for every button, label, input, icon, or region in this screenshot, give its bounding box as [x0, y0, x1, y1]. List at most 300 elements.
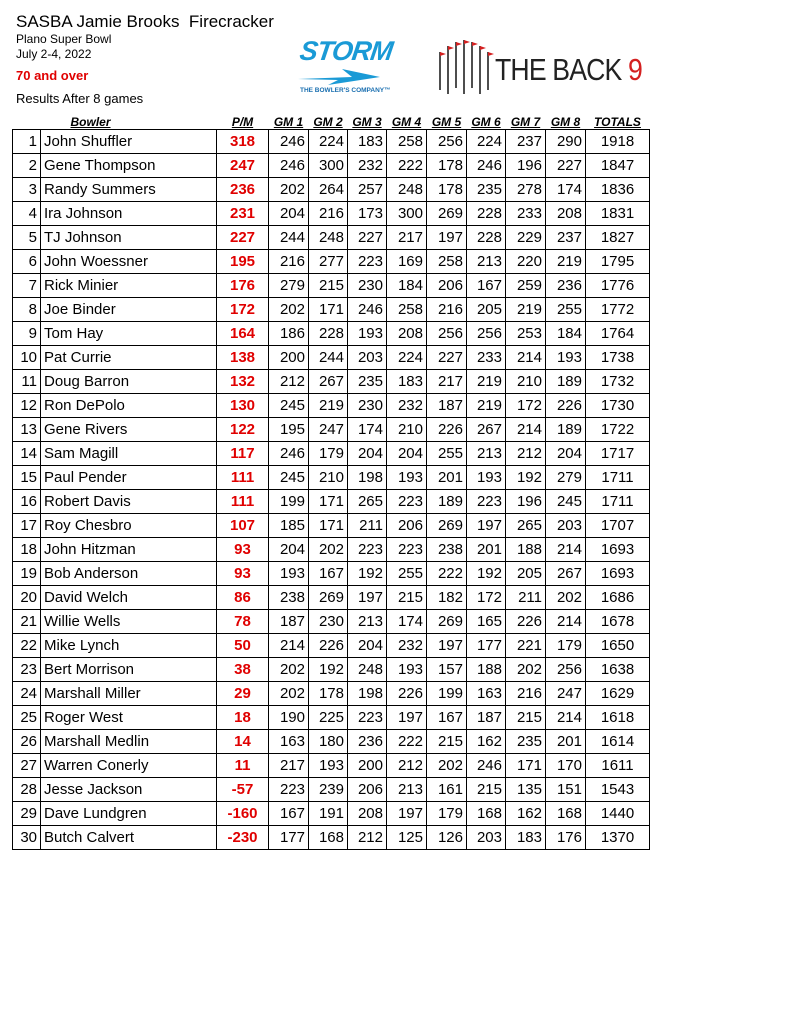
game-score-cell: 204 [546, 442, 586, 466]
total-cell: 1717 [586, 442, 650, 466]
pm-cell: 164 [217, 322, 269, 346]
game-score-cell: 264 [309, 178, 348, 202]
total-cell: 1693 [586, 562, 650, 586]
game-score-cell: 197 [427, 634, 467, 658]
game-score-cell: 229 [506, 226, 546, 250]
pm-cell: 132 [217, 370, 269, 394]
game-score-cell: 222 [387, 154, 427, 178]
game-score-cell: 211 [506, 586, 546, 610]
total-cell: 1827 [586, 226, 650, 250]
game-score-cell: 246 [269, 442, 309, 466]
game-score-cell: 221 [506, 634, 546, 658]
game-score-cell: 277 [309, 250, 348, 274]
game-score-cell: 214 [546, 706, 586, 730]
pm-cell: 111 [217, 490, 269, 514]
game-score-cell: 236 [546, 274, 586, 298]
game-score-cell: 126 [427, 826, 467, 850]
rank-cell: 26 [13, 730, 41, 754]
game-score-cell: 157 [427, 658, 467, 682]
game-score-cell: 256 [546, 658, 586, 682]
total-cell: 1711 [586, 490, 650, 514]
bowler-name-cell: Mike Lynch [41, 634, 217, 658]
bowler-name-cell: Willie Wells [41, 610, 217, 634]
pm-cell: 111 [217, 466, 269, 490]
total-cell: 1707 [586, 514, 650, 538]
game-score-cell: 279 [546, 466, 586, 490]
table-row [13, 346, 650, 370]
game-score-cell: 171 [309, 298, 348, 322]
game-score-cell: 226 [387, 682, 427, 706]
game-score-cell: 161 [427, 778, 467, 802]
game-score-cell: 202 [506, 658, 546, 682]
game-score-cell: 183 [348, 130, 387, 154]
game-score-cell: 183 [506, 826, 546, 850]
game-score-cell: 214 [546, 610, 586, 634]
total-cell: 1614 [586, 730, 650, 754]
game-score-cell: 184 [546, 322, 586, 346]
game-score-cell: 163 [269, 730, 309, 754]
bowler-name-cell: Roy Chesbro [41, 514, 217, 538]
game-score-cell: 185 [269, 514, 309, 538]
game-score-cell: 227 [348, 226, 387, 250]
header-gm4: GM 4 [391, 115, 422, 129]
game-score-cell: 247 [309, 418, 348, 442]
table-row [13, 562, 650, 586]
game-score-cell: 245 [546, 490, 586, 514]
total-cell: 1795 [586, 250, 650, 274]
game-score-cell: 174 [348, 418, 387, 442]
game-score-cell: 196 [506, 490, 546, 514]
game-score-cell: 197 [387, 706, 427, 730]
game-score-cell: 224 [387, 346, 427, 370]
back9-wordmark [495, 52, 642, 88]
game-score-cell: 193 [309, 754, 348, 778]
game-score-cell: 208 [387, 322, 427, 346]
bowler-name-cell: Ira Johnson [41, 202, 217, 226]
game-score-cell: 213 [467, 442, 506, 466]
pm-cell: 195 [217, 250, 269, 274]
table-row [13, 514, 650, 538]
pm-cell: 231 [217, 202, 269, 226]
game-score-cell: 236 [348, 730, 387, 754]
game-score-cell: 228 [467, 202, 506, 226]
standings-body [13, 130, 650, 850]
game-score-cell: 265 [506, 514, 546, 538]
game-score-cell: 163 [467, 682, 506, 706]
game-score-cell: 212 [506, 442, 546, 466]
game-score-cell: 198 [348, 466, 387, 490]
pm-cell: -57 [217, 778, 269, 802]
game-score-cell: 265 [348, 490, 387, 514]
game-score-cell: 219 [467, 370, 506, 394]
bowler-name-cell: Gene Thompson [41, 154, 217, 178]
header-totals: TOTALS [594, 115, 641, 129]
bowler-name-cell: Pat Currie [41, 346, 217, 370]
game-score-cell: 235 [467, 178, 506, 202]
game-score-cell: 193 [467, 466, 506, 490]
bowler-name-cell: Jesse Jackson [41, 778, 217, 802]
game-score-cell: 269 [309, 586, 348, 610]
table-row [13, 442, 650, 466]
game-score-cell: 170 [546, 754, 586, 778]
pm-cell: 14 [217, 730, 269, 754]
table-row [13, 178, 650, 202]
game-score-cell: 214 [546, 538, 586, 562]
header-gm8: GM 8 [550, 115, 581, 129]
game-score-cell: 223 [348, 250, 387, 274]
rank-cell: 13 [13, 418, 41, 442]
total-cell: 1831 [586, 202, 650, 226]
game-score-cell: 256 [467, 322, 506, 346]
rank-cell: 28 [13, 778, 41, 802]
game-score-cell: 198 [348, 682, 387, 706]
table-row [13, 154, 650, 178]
rank-cell: 20 [13, 586, 41, 610]
rank-cell: 10 [13, 346, 41, 370]
game-score-cell: 206 [427, 274, 467, 298]
game-score-cell: 213 [348, 610, 387, 634]
game-score-cell: 210 [506, 370, 546, 394]
pm-cell: 107 [217, 514, 269, 538]
game-score-cell: 267 [467, 418, 506, 442]
lightning-bolt-icon [298, 67, 382, 87]
game-score-cell: 204 [387, 442, 427, 466]
game-score-cell: 215 [506, 706, 546, 730]
pm-cell: -160 [217, 802, 269, 826]
game-score-cell: 182 [427, 586, 467, 610]
total-cell: 1722 [586, 418, 650, 442]
game-score-cell: 202 [309, 538, 348, 562]
game-score-cell: 230 [348, 274, 387, 298]
total-cell: 1686 [586, 586, 650, 610]
game-score-cell: 258 [387, 130, 427, 154]
game-score-cell: 245 [269, 394, 309, 418]
bowler-name-cell: Ron DePolo [41, 394, 217, 418]
rank-cell: 4 [13, 202, 41, 226]
game-score-cell: 244 [269, 226, 309, 250]
header-gm3: GM 3 [352, 115, 382, 129]
storm-wordmark: STORM [297, 36, 395, 66]
game-score-cell: 203 [546, 514, 586, 538]
game-score-cell: 300 [309, 154, 348, 178]
rank-cell: 23 [13, 658, 41, 682]
game-score-cell: 151 [546, 778, 586, 802]
total-cell: 1629 [586, 682, 650, 706]
game-score-cell: 206 [387, 514, 427, 538]
header-gm7: GM 7 [510, 115, 541, 129]
game-score-cell: 215 [309, 274, 348, 298]
bowler-name-cell: David Welch [41, 586, 217, 610]
game-score-cell: 246 [348, 298, 387, 322]
game-score-cell: 203 [348, 346, 387, 370]
game-score-cell: 248 [348, 658, 387, 682]
game-score-cell: 197 [467, 514, 506, 538]
pm-cell: 227 [217, 226, 269, 250]
table-row [13, 274, 650, 298]
game-score-cell: 168 [546, 802, 586, 826]
pm-cell: 86 [217, 586, 269, 610]
game-score-cell: 212 [348, 826, 387, 850]
game-score-cell: 215 [387, 586, 427, 610]
game-score-cell: 222 [387, 730, 427, 754]
pm-cell: 93 [217, 538, 269, 562]
game-score-cell: 201 [467, 538, 506, 562]
rank-cell: 9 [13, 322, 41, 346]
back9-text-main: THE BACK [495, 52, 629, 87]
rank-cell: 19 [13, 562, 41, 586]
game-score-cell: 208 [348, 802, 387, 826]
table-row [13, 754, 650, 778]
game-score-cell: 230 [309, 610, 348, 634]
division-label: 70 and over [16, 68, 89, 83]
rank-cell: 22 [13, 634, 41, 658]
game-score-cell: 219 [467, 394, 506, 418]
game-score-cell: 244 [309, 346, 348, 370]
game-score-cell: 187 [467, 706, 506, 730]
game-score-cell: 199 [427, 682, 467, 706]
standings-table [12, 112, 650, 850]
header-gm2: GM 2 [313, 115, 343, 129]
game-score-cell: 226 [427, 418, 467, 442]
game-score-cell: 210 [309, 466, 348, 490]
game-score-cell: 203 [467, 826, 506, 850]
game-score-cell: 290 [546, 130, 586, 154]
bowler-name-cell: Marshall Miller [41, 682, 217, 706]
game-score-cell: 219 [546, 250, 586, 274]
game-score-cell: 278 [506, 178, 546, 202]
table-row [13, 202, 650, 226]
rank-cell: 24 [13, 682, 41, 706]
total-cell: 1543 [586, 778, 650, 802]
game-score-cell: 223 [467, 490, 506, 514]
game-score-cell: 179 [427, 802, 467, 826]
game-score-cell: 200 [348, 754, 387, 778]
game-score-cell: 248 [387, 178, 427, 202]
game-score-cell: 135 [506, 778, 546, 802]
game-score-cell: 193 [546, 346, 586, 370]
table-row [13, 490, 650, 514]
game-score-cell: 168 [309, 826, 348, 850]
pm-cell: 130 [217, 394, 269, 418]
game-score-cell: 214 [506, 346, 546, 370]
game-score-cell: 214 [269, 634, 309, 658]
game-score-cell: 180 [309, 730, 348, 754]
game-score-cell: 171 [506, 754, 546, 778]
bowler-name-cell: John Hitzman [41, 538, 217, 562]
game-score-cell: 189 [427, 490, 467, 514]
game-score-cell: 216 [506, 682, 546, 706]
game-score-cell: 220 [506, 250, 546, 274]
game-score-cell: 172 [467, 586, 506, 610]
table-row [13, 658, 650, 682]
game-score-cell: 216 [309, 202, 348, 226]
game-score-cell: 267 [309, 370, 348, 394]
rank-cell: 2 [13, 154, 41, 178]
total-cell: 1732 [586, 370, 650, 394]
game-score-cell: 223 [269, 778, 309, 802]
total-cell: 1836 [586, 178, 650, 202]
game-score-cell: 217 [427, 370, 467, 394]
game-score-cell: 208 [546, 202, 586, 226]
game-score-cell: 171 [309, 514, 348, 538]
game-score-cell: 233 [467, 346, 506, 370]
game-score-cell: 192 [467, 562, 506, 586]
table-row [13, 250, 650, 274]
game-score-cell: 215 [467, 778, 506, 802]
game-score-cell: 195 [269, 418, 309, 442]
bowler-name-cell: Marshall Medlin [41, 730, 217, 754]
pm-cell: 78 [217, 610, 269, 634]
back9-nine: 9 [628, 52, 642, 87]
bowler-name-cell: TJ Johnson [41, 226, 217, 250]
table-row [13, 130, 650, 154]
game-score-cell: 224 [467, 130, 506, 154]
game-score-cell: 214 [506, 418, 546, 442]
total-cell: 1738 [586, 346, 650, 370]
rank-cell: 7 [13, 274, 41, 298]
game-score-cell: 202 [427, 754, 467, 778]
game-score-cell: 125 [387, 826, 427, 850]
game-score-cell: 246 [467, 754, 506, 778]
game-score-cell: 223 [348, 538, 387, 562]
game-score-cell: 222 [427, 562, 467, 586]
total-cell: 1611 [586, 754, 650, 778]
pm-cell: -230 [217, 826, 269, 850]
rank-cell: 15 [13, 466, 41, 490]
game-score-cell: 215 [427, 730, 467, 754]
page-title: SASBA Jamie Brooks Firecracker [16, 12, 274, 31]
game-score-cell: 223 [387, 490, 427, 514]
pm-cell: 93 [217, 562, 269, 586]
game-score-cell: 217 [269, 754, 309, 778]
game-score-cell: 255 [546, 298, 586, 322]
game-score-cell: 228 [467, 226, 506, 250]
rank-cell: 1 [13, 130, 41, 154]
game-score-cell: 224 [309, 130, 348, 154]
game-score-cell: 200 [269, 346, 309, 370]
game-score-cell: 183 [387, 370, 427, 394]
pm-cell: 247 [217, 154, 269, 178]
game-score-cell: 179 [546, 634, 586, 658]
header-gm5: GM 5 [431, 115, 462, 129]
total-cell: 1918 [586, 130, 650, 154]
table-row [13, 538, 650, 562]
pm-cell: 138 [217, 346, 269, 370]
bowler-name-cell: Doug Barron [41, 370, 217, 394]
total-cell: 1730 [586, 394, 650, 418]
game-score-cell: 232 [387, 634, 427, 658]
total-cell: 1618 [586, 706, 650, 730]
game-score-cell: 216 [269, 250, 309, 274]
game-score-cell: 226 [309, 634, 348, 658]
game-score-cell: 230 [348, 394, 387, 418]
game-score-cell: 258 [427, 250, 467, 274]
game-score-cell: 211 [348, 514, 387, 538]
game-score-cell: 256 [427, 322, 467, 346]
game-score-cell: 223 [387, 538, 427, 562]
pm-cell: 318 [217, 130, 269, 154]
total-cell: 1772 [586, 298, 650, 322]
total-cell: 1711 [586, 466, 650, 490]
game-score-cell: 199 [269, 490, 309, 514]
game-score-cell: 238 [427, 538, 467, 562]
rank-cell: 17 [13, 514, 41, 538]
table-row [13, 682, 650, 706]
game-score-cell: 167 [467, 274, 506, 298]
game-score-cell: 237 [546, 226, 586, 250]
game-score-cell: 173 [348, 202, 387, 226]
game-score-cell: 191 [309, 802, 348, 826]
table-row [13, 466, 650, 490]
bowler-name-cell: Dave Lundgren [41, 802, 217, 826]
bowler-name-cell: Randy Summers [41, 178, 217, 202]
total-cell: 1847 [586, 154, 650, 178]
total-cell: 1678 [586, 610, 650, 634]
game-score-cell: 225 [309, 706, 348, 730]
rank-cell: 3 [13, 178, 41, 202]
game-score-cell: 226 [546, 394, 586, 418]
game-score-cell: 171 [309, 490, 348, 514]
game-score-cell: 205 [506, 562, 546, 586]
total-cell: 1776 [586, 274, 650, 298]
game-score-cell: 255 [387, 562, 427, 586]
game-score-cell: 239 [309, 778, 348, 802]
table-row [13, 826, 650, 850]
game-score-cell: 201 [427, 466, 467, 490]
game-score-cell: 184 [387, 274, 427, 298]
table-row [13, 418, 650, 442]
table-row [13, 370, 650, 394]
game-score-cell: 188 [506, 538, 546, 562]
game-score-cell: 227 [427, 346, 467, 370]
game-score-cell: 178 [427, 154, 467, 178]
total-cell: 1370 [586, 826, 650, 850]
pm-cell: 122 [217, 418, 269, 442]
rank-cell: 5 [13, 226, 41, 250]
table-row [13, 610, 650, 634]
game-score-cell: 202 [269, 682, 309, 706]
game-score-cell: 219 [309, 394, 348, 418]
game-score-cell: 213 [387, 778, 427, 802]
game-score-cell: 187 [427, 394, 467, 418]
game-score-cell: 192 [309, 658, 348, 682]
game-score-cell: 174 [546, 178, 586, 202]
bowler-name-cell: Joe Binder [41, 298, 217, 322]
game-score-cell: 246 [269, 154, 309, 178]
game-score-cell: 177 [467, 634, 506, 658]
game-score-cell: 187 [269, 610, 309, 634]
total-cell: 1638 [586, 658, 650, 682]
game-score-cell: 193 [387, 658, 427, 682]
pm-cell: 38 [217, 658, 269, 682]
total-cell: 1440 [586, 802, 650, 826]
storm-logo [296, 36, 395, 96]
game-score-cell: 176 [546, 826, 586, 850]
game-score-cell: 162 [467, 730, 506, 754]
game-score-cell: 269 [427, 202, 467, 226]
game-score-cell: 223 [348, 706, 387, 730]
header-bowler: Bowler [70, 115, 111, 129]
pm-cell: 172 [217, 298, 269, 322]
table-row [13, 802, 650, 826]
table-row [13, 706, 650, 730]
game-score-cell: 188 [467, 658, 506, 682]
pm-cell: 50 [217, 634, 269, 658]
bowler-name-cell: Bob Anderson [41, 562, 217, 586]
rank-cell: 12 [13, 394, 41, 418]
game-score-cell: 167 [269, 802, 309, 826]
game-score-cell: 233 [506, 202, 546, 226]
